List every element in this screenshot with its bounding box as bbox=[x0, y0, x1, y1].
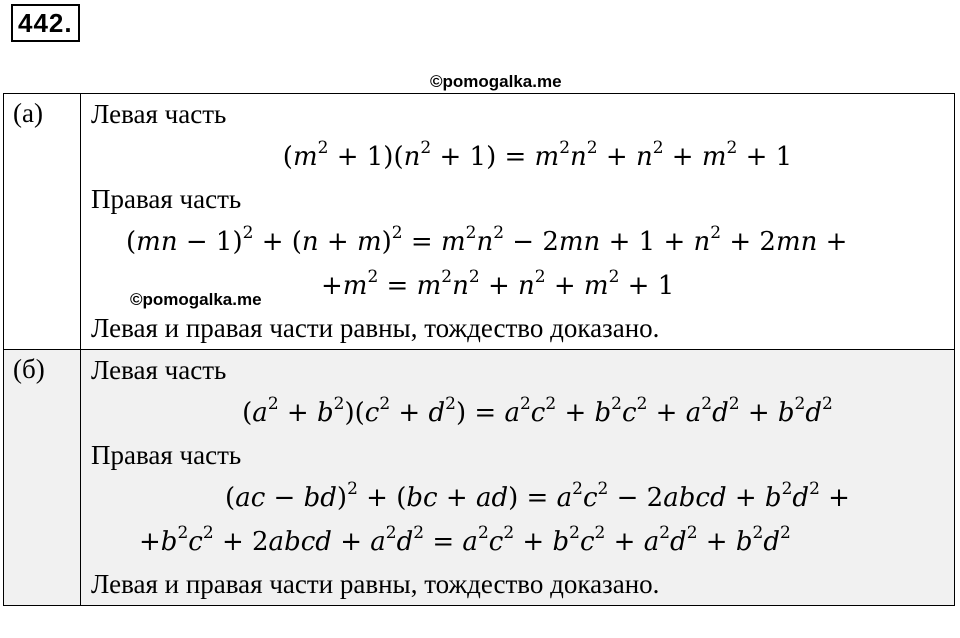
right-equation-line-2: $+m^2 = m^2n^2 + n^2 + m^2 + 1$ bbox=[321, 267, 675, 301]
left-part-title: Левая часть bbox=[91, 99, 227, 129]
right-part-title: Правая часть bbox=[91, 440, 242, 470]
section-content bbox=[81, 94, 955, 350]
section-row bbox=[4, 94, 955, 350]
left-part-title: Левая часть bbox=[91, 355, 227, 385]
section-content bbox=[81, 350, 955, 606]
left-equation: $(m^2 + 1)(n^2 + 1) = m^2n^2 + n^2 + m^2 + 1$ bbox=[282, 138, 793, 172]
right-equation-line-1: $(ac - bd)^2 + (bc + ad) = a^2c^2$ − 2abcd + $b^2d^2$ + bbox=[225, 479, 850, 513]
conclusion: Левая и правая части равны, тождество доказано. bbox=[91, 313, 660, 343]
watermark: ©pomogalka.me bbox=[130, 290, 262, 309]
conclusion: Левая и правая части равны, тождество доказано. bbox=[91, 569, 660, 599]
left-equation: $(a^2 + b^2)(c^2 + d^2) = a^2c^2 + b^2c^2 + a^2d^2 + b^2d^2$ bbox=[242, 394, 833, 428]
right-part-title: Правая часть bbox=[91, 184, 242, 214]
section-row bbox=[4, 350, 955, 606]
section-label: (а) bbox=[4, 94, 81, 350]
section-label: (б) bbox=[4, 350, 81, 606]
right-equation-line-1: $(mn - 1)^2 + (n + m)^2 = m^2n^2 - 2mn + 1 + n^2 + 2mn$ + bbox=[126, 223, 848, 257]
problem-number: 442. bbox=[11, 4, 80, 42]
solution-table bbox=[3, 93, 955, 606]
watermark: ©pomogalka.me bbox=[430, 72, 562, 91]
right-equation-line-2: $+b^2c^2$ + 2abcd + $a^2d^2 = a^2c^2 + b^2c^2 + a^2d^2 + b^2d^2$ bbox=[139, 523, 791, 557]
